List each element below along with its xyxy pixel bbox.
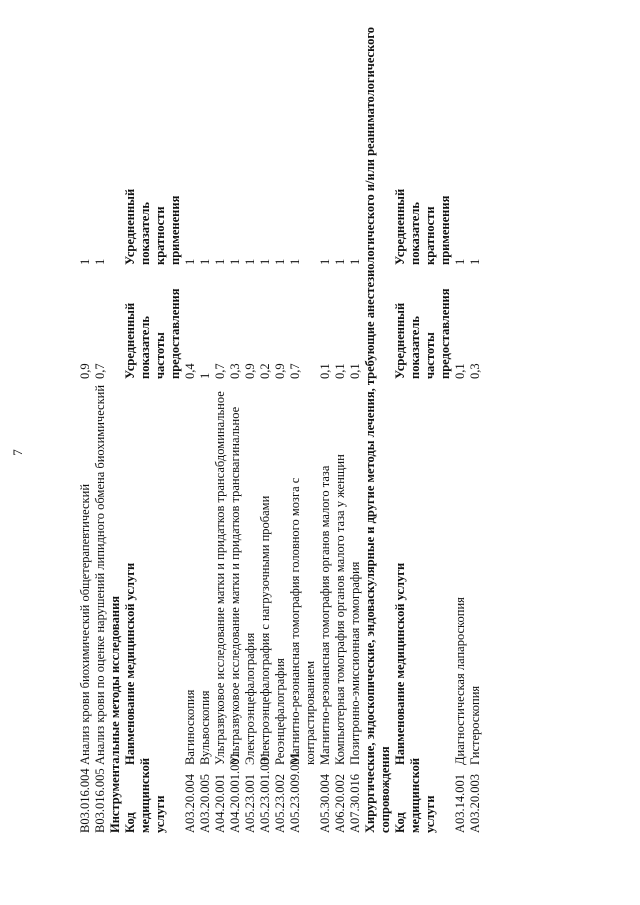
service-code: A03.20.003 [468, 773, 482, 833]
service-name: Вульвоскопия [198, 690, 212, 765]
service-code: B03.016.005 [93, 768, 107, 833]
service-code: A03.20.004 [183, 773, 197, 833]
mult-value: 1 [243, 258, 257, 265]
table-row [453, 15, 468, 835]
freq-value: 0,3 [468, 363, 482, 379]
header-mult: Усредненный показатель кратности применения [393, 188, 452, 265]
freq-value: 1 [198, 372, 212, 379]
mult-value: 1 [333, 258, 347, 265]
table-row [258, 15, 273, 835]
mult-value: 1 [348, 258, 362, 265]
section-instrumental-title: Инструментальные методы исследования [108, 595, 122, 833]
service-code: A05.23.002 [273, 773, 287, 833]
table-row [78, 15, 93, 835]
header-name: Наименование медицинской услуги [393, 562, 407, 765]
mult-value: 1 [318, 258, 332, 265]
freq-value: 0,3 [228, 363, 242, 379]
header-code: Код медицинской услуги [393, 757, 437, 833]
header-freq: Усредненный показатель частоты предоставления [393, 288, 452, 379]
freq-value: 0,9 [78, 363, 92, 379]
service-name: Магнитно-резонансная томография органов малого таза [318, 465, 332, 765]
freq-value: 0,1 [333, 363, 347, 379]
service-code: A07.30.016 [348, 773, 362, 833]
service-name: Позитронно-эмиссионная томография [348, 561, 362, 765]
table-row [228, 15, 243, 835]
mult-value: 1 [183, 258, 197, 265]
section-surgical-title: Хирургические, эндоскопические, эндоваскулярные и другие методы лечения, требующие анестезиологического и/или реаниматологического сопровождения [363, 27, 392, 833]
page-number: 7 [10, 449, 25, 456]
table-row [318, 15, 333, 835]
freq-value: 0,7 [93, 363, 107, 379]
services-table [78, 15, 483, 835]
mult-value: 1 [453, 258, 467, 265]
instrumental-header-row [123, 15, 183, 835]
table-row [288, 15, 318, 835]
freq-value: 0,1 [348, 363, 362, 379]
table-row [333, 15, 348, 835]
freq-value: 0,9 [243, 363, 257, 379]
service-code: A05.30.004 [318, 773, 332, 833]
mult-value: 1 [258, 258, 272, 265]
service-code: A03.14.001 [453, 773, 467, 833]
service-name: Диагностическая лапароскопия [453, 597, 467, 765]
mult-value: 1 [468, 258, 482, 265]
table-row [273, 15, 288, 835]
mult-value: 1 [288, 258, 302, 265]
service-name: Ультразвуковое исследование матки и придатков трансабдоминальное [213, 391, 227, 765]
rows-top [78, 15, 108, 835]
service-code: A05.23.001.001 [258, 752, 272, 833]
instrumental-rows [183, 15, 363, 835]
header-code: Код медицинской услуги [123, 757, 167, 833]
table-row [468, 15, 483, 835]
service-name: Электроэнцефалография с нагрузочными пробами [258, 495, 272, 765]
header-mult: Усредненный показатель кратности применения [123, 188, 182, 265]
surgical-header-row [393, 15, 453, 835]
service-code: A05.23.001 [243, 773, 257, 833]
freq-value: 0,9 [273, 363, 287, 379]
table-row [243, 15, 258, 835]
table-row [93, 15, 108, 835]
service-code: A04.20.001 [213, 773, 227, 833]
mult-value: 1 [273, 258, 287, 265]
service-code: A05.23.009.001 [288, 752, 302, 833]
service-name: Анализ крови биохимический общетерапевтический [78, 483, 92, 765]
service-name: Магнитно-резонансная томография головного мозга с контрастированием [288, 477, 317, 765]
service-name: Вагиноскопия [183, 689, 197, 765]
service-name: Реоэнцефалография [273, 658, 287, 765]
service-code: A06.20.002 [333, 773, 347, 833]
header-name: Наименование медицинской услуги [123, 562, 137, 765]
mult-value: 1 [93, 258, 107, 265]
freq-value: 0,4 [183, 363, 197, 379]
service-code: A04.20.001.001 [228, 752, 242, 833]
freq-value: 0,2 [258, 363, 272, 379]
freq-value: 0,7 [288, 363, 302, 379]
service-name: Ультразвуковое исследование матки и придатков трансвагинальное [228, 406, 242, 765]
freq-value: 0,1 [453, 363, 467, 379]
table-row [213, 15, 228, 835]
table-row [348, 15, 363, 835]
table-row [198, 15, 213, 835]
service-name: Электроэнцефалография [243, 632, 257, 765]
mult-value: 1 [78, 258, 92, 265]
freq-value: 0,1 [318, 363, 332, 379]
mult-value: 1 [198, 258, 212, 265]
service-code: B03.016.004 [78, 768, 92, 833]
mult-value: 1 [213, 258, 227, 265]
table-row [183, 15, 198, 835]
mult-value: 1 [228, 258, 242, 265]
service-name: Анализ крови по оценке нарушений липидного обмена биохимический [93, 384, 107, 765]
surgical-rows [453, 15, 483, 835]
header-freq: Усредненный показатель частоты предоставления [123, 288, 182, 379]
service-code: A03.20.005 [198, 773, 212, 833]
service-name: Гистероскопия [468, 685, 482, 765]
freq-value: 0,7 [213, 363, 227, 379]
service-name: Компьютерная томография органов малого таза у женщин [333, 454, 347, 765]
